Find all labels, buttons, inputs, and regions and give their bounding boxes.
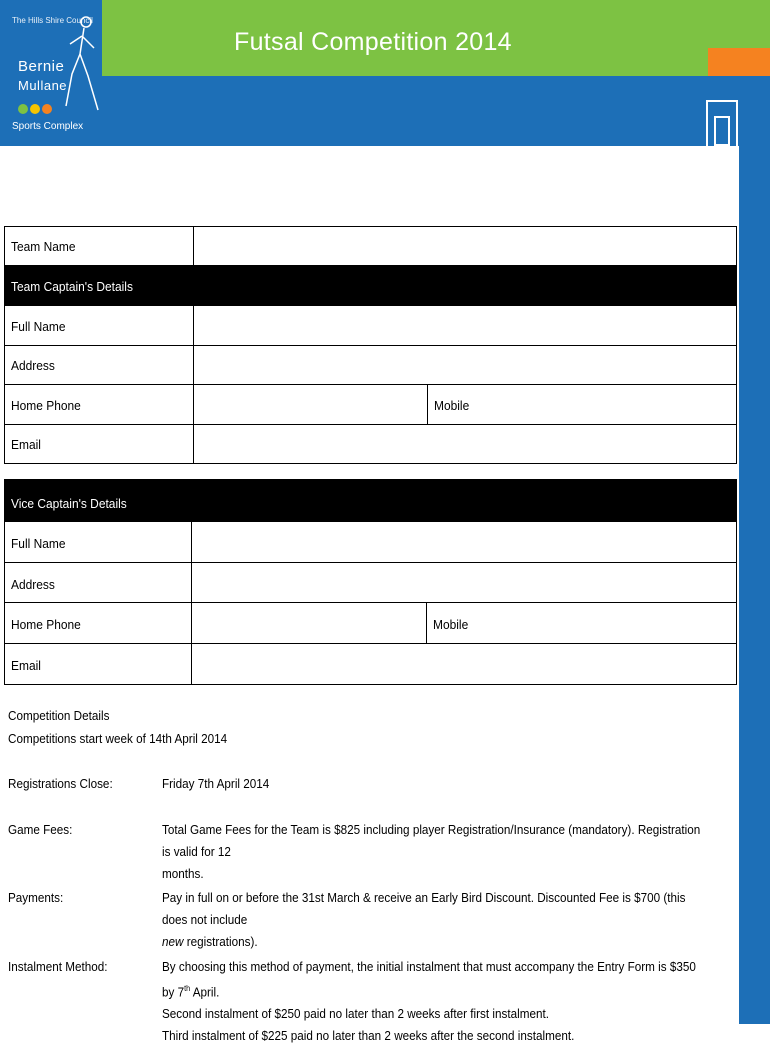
fees-line-2: months. [162, 866, 204, 881]
logo-line-1: Bernie [18, 58, 65, 75]
logo-balls-icon [18, 101, 54, 119]
fees-text [162, 819, 702, 885]
captain-address-field[interactable] [193, 346, 737, 384]
team-name-label: Team Name [11, 239, 76, 254]
header-blue-band [0, 76, 770, 146]
captain-address-label: Address [11, 358, 55, 373]
instalment-line-1 [162, 956, 702, 1003]
vice-captain-table [4, 479, 737, 685]
vice-mobile-label: Mobile [433, 617, 469, 632]
payments-line-2 [162, 931, 702, 953]
competition-heading: Competition Details [8, 708, 110, 723]
door-inner-icon [714, 116, 730, 146]
header-orange-tab [708, 48, 770, 76]
registrations-label: Registrations Close: [8, 776, 113, 791]
instalment-line-2: Second instalment of $250 paid no later than 2 weeks after first instalment. [162, 1006, 549, 1022]
vice-email-label: Email [11, 658, 41, 673]
captain-mobile-field[interactable] [427, 385, 737, 424]
vice-address-row [5, 563, 736, 603]
instalment-line-1a: By choosing this method of payment, the initial instalment that must accompany the Entry Form is $350 by 7 [162, 959, 696, 1000]
captain-full-name-field[interactable] [193, 306, 737, 345]
instalment-line-1b: April. [190, 984, 220, 1000]
logo-line-3: Sports Complex [12, 121, 84, 132]
captain-heading: Team Captain's Details [11, 279, 133, 294]
captain-heading-row [5, 266, 736, 306]
vice-address-label: Address [11, 577, 55, 592]
team-name-field[interactable] [193, 227, 737, 265]
vice-full-name-field[interactable] [191, 522, 737, 562]
instalment-line-3: Third instalment of $225 paid no later than 2 weeks after the second instalment. [162, 1028, 575, 1044]
logo-line-2: Mullane [18, 78, 68, 93]
council-name: The Hills Shire Council [12, 16, 93, 25]
vice-captain-heading: Vice Captain's Details [11, 496, 127, 511]
team-name-row [5, 227, 736, 266]
green-ball-icon [18, 104, 28, 114]
fees-label: Game Fees: [8, 822, 73, 837]
instalment-line-1-sup: th [184, 984, 191, 993]
fees-line-1: Total Game Fees for the Team is $825 including player Registration/Insurance (mandatory). Registration is valid for 12 [162, 822, 701, 859]
instalment-text [162, 956, 702, 1047]
vice-full-name-label: Full Name [11, 536, 66, 551]
page-title: Futsal Competition 2014 [234, 28, 512, 56]
captain-home-phone-label: Home Phone [11, 398, 81, 413]
registrations-value: Friday 7th April 2014 [162, 776, 270, 791]
vice-phone-row [5, 603, 736, 644]
vice-full-name-row [5, 522, 736, 563]
captain-full-name-label: Full Name [11, 319, 66, 334]
captain-home-phone-field[interactable] [193, 385, 428, 424]
vice-home-phone-field[interactable] [191, 603, 427, 643]
side-blue-bar [739, 146, 770, 1024]
captain-phone-row [5, 385, 736, 425]
payments-line-2-rest: registrations). [183, 934, 258, 949]
vice-home-phone-label: Home Phone [11, 617, 81, 632]
instalment-label: Instalment Method: [8, 959, 108, 974]
vice-address-field[interactable] [191, 563, 737, 602]
yellow-ball-icon [30, 104, 40, 114]
vice-email-row [5, 644, 736, 684]
orange-ball-icon [42, 104, 52, 114]
bernie-mullane-logo [0, 0, 102, 146]
runner-figure-icon [62, 14, 100, 114]
vice-mobile-field[interactable] [426, 603, 737, 643]
captain-email-row [5, 425, 736, 463]
payments-label: Payments: [8, 890, 64, 905]
competition-start: Competitions start week of 14th April 2014 [8, 731, 228, 746]
vice-captain-heading-row [5, 480, 736, 522]
captain-full-name-row [5, 306, 736, 346]
captain-table [4, 226, 737, 464]
payments-line-1: Pay in full on or before the 31st March & receive an Early Bird Discount. Discounted Fee is $700 (this does not include [162, 890, 686, 927]
captain-mobile-label: Mobile [434, 398, 470, 413]
captain-address-row [5, 346, 736, 385]
captain-email-label: Email [11, 437, 41, 452]
payments-text [162, 887, 702, 953]
payments-new-word: new [162, 934, 184, 949]
captain-email-field[interactable] [193, 425, 737, 463]
vice-email-field[interactable] [191, 644, 737, 684]
